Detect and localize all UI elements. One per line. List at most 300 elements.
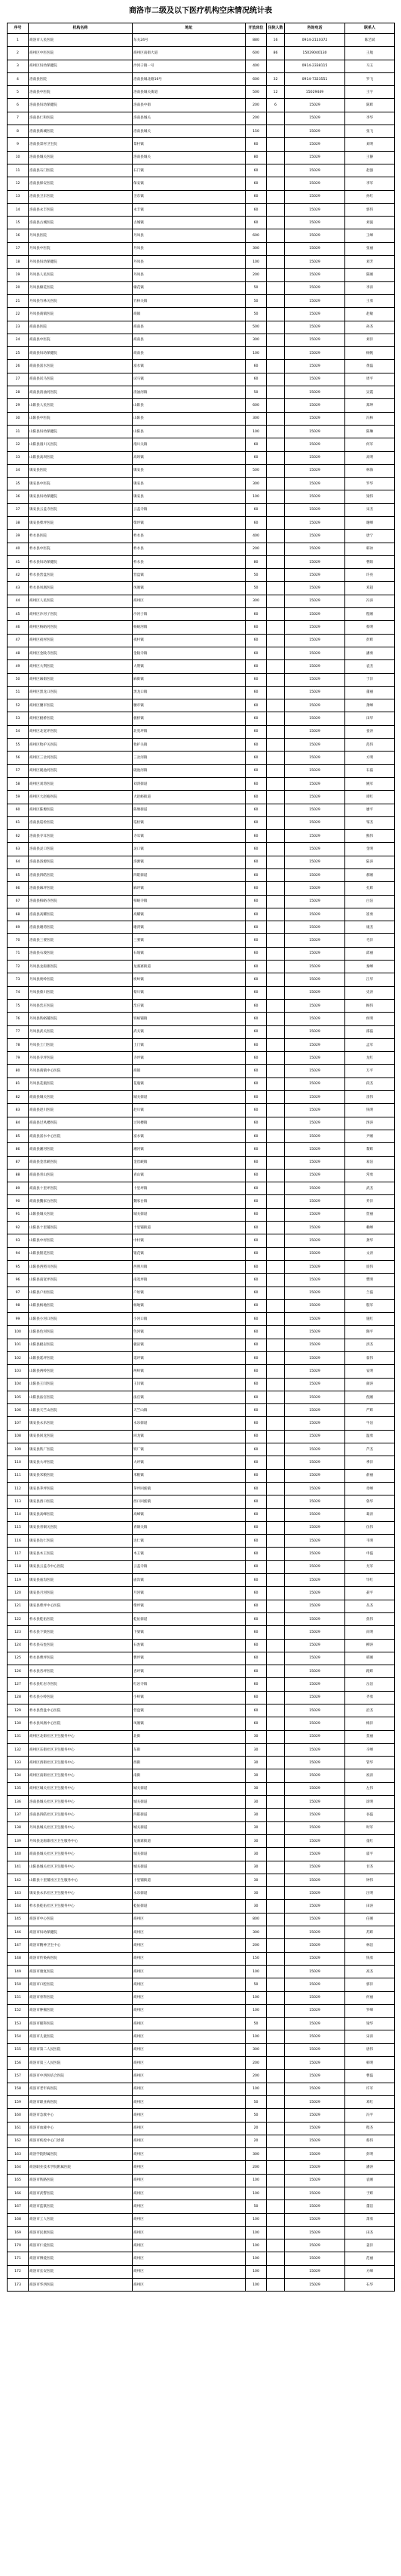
cell-open-beds: 60 [246, 1417, 267, 1430]
cell-inpatients [267, 895, 285, 908]
cell-phone: 15029 [285, 308, 345, 321]
cell-contact: 张飞 [345, 125, 395, 138]
cell-phone: 15029 [285, 2226, 345, 2239]
cell-open-beds: 60 [246, 1678, 267, 1691]
cell-phone: 15029 [285, 921, 345, 934]
cell-phone: 15029 [285, 99, 345, 112]
cell-name: 洛南县洛源医院 [29, 856, 133, 868]
cell-index: 34 [8, 464, 29, 477]
cell-inpatients [267, 1913, 285, 1926]
table-row [8, 2135, 395, 2147]
table-row [8, 203, 395, 216]
cell-phone: 15029 [285, 595, 345, 607]
table-row [8, 1665, 395, 1678]
table-row [8, 1535, 395, 1548]
cell-contact: 钱勇 [345, 1952, 395, 1965]
cell-phone: 15029 [285, 190, 345, 203]
cell-index: 118 [8, 1560, 29, 1573]
cell-contact: 康杰 [345, 921, 395, 934]
cell-open-beds: 50 [246, 2109, 267, 2122]
table-row [8, 1143, 395, 1156]
cell-contact: 齐勇 [345, 1691, 395, 1704]
cell-inpatients [267, 699, 285, 712]
cell-index: 149 [8, 1965, 29, 1978]
cell-contact: 向明 [345, 1626, 395, 1639]
cell-address: 山阳县 [133, 425, 246, 438]
cell-open-beds: 60 [246, 360, 267, 373]
cell-address: 四皓街道 [133, 1809, 246, 1821]
cell-inpatients [267, 973, 285, 986]
cell-open-beds: 60 [246, 1600, 267, 1612]
cell-name: 商州区东街社区卫生服务中心 [29, 1743, 133, 1756]
cell-inpatients: 12 [267, 86, 285, 99]
cell-address: 石坡镇 [133, 947, 246, 960]
cell-address: 灵口镇 [133, 843, 246, 856]
cell-inpatients [267, 399, 285, 412]
cell-index: 122 [8, 1612, 29, 1625]
cell-inpatients [267, 1482, 285, 1495]
cell-inpatients [267, 2213, 285, 2226]
cell-name: 商州区三岔河医院 [29, 752, 133, 764]
table-row [8, 1378, 395, 1391]
cell-address: 山阳县 [133, 412, 246, 425]
cell-contact: 冯平 [345, 2109, 395, 2122]
cell-index: 97 [8, 1286, 29, 1299]
cell-inpatients [267, 1521, 285, 1534]
cell-open-beds: 60 [246, 934, 267, 947]
cell-name: 商南县妇幼保健院 [29, 347, 133, 360]
cell-inpatients [267, 1104, 285, 1117]
cell-address: 回龙镇 [133, 1430, 246, 1443]
cell-contact: 武杰 [345, 1182, 395, 1195]
cell-index: 96 [8, 1274, 29, 1286]
cell-phone: 15029 [285, 1965, 345, 1978]
cell-open-beds: 60 [246, 1025, 267, 1038]
cell-phone: 15029 [285, 1626, 345, 1639]
table-row [8, 1443, 395, 1456]
cell-address: 黑龙口镇 [133, 686, 246, 699]
cell-inpatients [267, 1809, 285, 1821]
cell-contact: 殷军 [345, 1299, 395, 1312]
cell-address: 漫川关镇 [133, 438, 246, 451]
cell-open-beds: 500 [246, 321, 267, 334]
cell-address: 两岭镇 [133, 1365, 246, 1378]
cell-name: 镇安县大坪医院 [29, 1456, 133, 1469]
cell-name: 丹凤县中医院 [29, 242, 133, 255]
cell-inpatients [267, 830, 285, 843]
cell-contact: 潘涛 [345, 2161, 395, 2174]
cell-address: 武关镇 [133, 1025, 246, 1038]
cell-open-beds: 60 [246, 882, 267, 895]
cell-open-beds: 60 [246, 739, 267, 752]
cell-open-beds: 60 [246, 895, 267, 908]
cell-open-beds: 100 [246, 2226, 267, 2239]
cell-phone: 15029 [285, 856, 345, 868]
cell-address: 十里坪镇 [133, 1182, 246, 1195]
cell-name: 商洛市老年病医院 [29, 2083, 133, 2095]
cell-contact: 江华 [345, 973, 395, 986]
cell-phone: 15029 [285, 1222, 345, 1234]
table-row [8, 125, 395, 138]
cell-inpatients [267, 1339, 285, 1351]
table-row [8, 2279, 395, 2292]
table-row [8, 804, 395, 816]
cell-open-beds: 200 [246, 99, 267, 112]
cell-name: 洛南县永丰医院 [29, 203, 133, 216]
cell-address: 商州区 [133, 1952, 246, 1965]
cell-index: 28 [8, 386, 29, 399]
cell-address: 富水镇 [133, 1130, 246, 1142]
cell-name: 山阳县板岩医院 [29, 1339, 133, 1351]
cell-name: 商洛市眼科医院 [29, 2018, 133, 2030]
cell-open-beds: 500 [246, 464, 267, 477]
cell-address: 龙驹寨街道 [133, 1834, 246, 1847]
cell-contact: 刘明 [345, 138, 395, 151]
cell-inpatients [267, 660, 285, 673]
cell-contact: 方峰 [345, 2265, 395, 2278]
table-row [8, 895, 395, 908]
cell-open-beds: 20 [246, 2122, 267, 2135]
cell-phone: 15029 [285, 1417, 345, 1430]
cell-contact: 尹刚 [345, 1130, 395, 1142]
cell-open-beds: 60 [246, 164, 267, 177]
cell-inpatients [267, 582, 285, 595]
cell-open-beds: 60 [246, 1222, 267, 1234]
cell-address: 商州区 [133, 2148, 246, 2161]
cell-inpatients [267, 1065, 285, 1077]
table-row [8, 1274, 395, 1286]
cell-name: 商南县魏家台医院 [29, 1195, 133, 1208]
cell-name: 柞水县乾佑社区卫生服务中心 [29, 1900, 133, 1913]
cell-inpatients [267, 569, 285, 582]
cell-name: 丹凤县寺坪医院 [29, 1052, 133, 1065]
cell-open-beds: 60 [246, 1469, 267, 1482]
cell-phone: 15029 [285, 1926, 345, 1939]
table-row [8, 99, 395, 112]
cell-index: 139 [8, 1834, 29, 1847]
cell-contact: 熊伟 [345, 830, 395, 843]
cell-address: 土门镇 [133, 1038, 246, 1051]
cell-address: 板桥镇 [133, 712, 246, 725]
cell-inpatients [267, 2226, 285, 2239]
cell-contact: 段杰 [345, 1077, 395, 1090]
cell-inpatients [267, 217, 285, 229]
cell-inpatients [267, 1404, 285, 1417]
cell-contact: 邢刚 [345, 1652, 395, 1665]
cell-phone: 15029 [285, 1639, 345, 1652]
cell-contact: 姜涛 [345, 725, 395, 738]
cell-name: 洛南县景村卫生院 [29, 138, 133, 151]
cell-phone: 15029 [285, 1874, 345, 1886]
cell-inpatients [267, 1757, 285, 1769]
cell-index: 64 [8, 856, 29, 868]
cell-open-beds: 60 [246, 816, 267, 829]
cell-index: 125 [8, 1652, 29, 1665]
table-row [8, 425, 395, 438]
cell-index: 105 [8, 1391, 29, 1403]
cell-index: 164 [8, 2161, 29, 2174]
cell-name: 商州区妇幼保健院 [29, 60, 133, 72]
table-row [8, 451, 395, 464]
cell-phone: 15029 [285, 2083, 345, 2095]
cell-phone: 15029 [285, 2161, 345, 2174]
cell-inpatients [267, 869, 285, 882]
cell-address: 洛南县城关 [133, 112, 246, 124]
column-header-open-beds: 开放床位 [246, 23, 267, 34]
cell-index: 56 [8, 752, 29, 764]
cell-phone: 15029 [285, 973, 345, 986]
cell-open-beds: 100 [246, 490, 267, 503]
cell-open-beds: 60 [246, 1508, 267, 1521]
cell-inpatients [267, 1952, 285, 1965]
cell-name: 洛南县仁和医院 [29, 112, 133, 124]
cell-address: 峦庄镇 [133, 999, 246, 1012]
cell-inpatients [267, 2135, 285, 2147]
cell-inpatients [267, 177, 285, 190]
cell-inpatients [267, 1848, 285, 1861]
cell-address: 户垣镇 [133, 1286, 246, 1299]
cell-index: 46 [8, 621, 29, 634]
cell-open-beds: 100 [246, 2174, 267, 2187]
cell-index: 129 [8, 1705, 29, 1717]
cell-inpatients [267, 1195, 285, 1208]
cell-contact: 高明 [345, 451, 395, 464]
cell-open-beds: 600 [246, 399, 267, 412]
cell-name: 洛南县卫东医院 [29, 190, 133, 203]
cell-name: 商洛市中西医结合医院 [29, 2070, 133, 2083]
cell-phone: 15029 [285, 125, 345, 138]
cell-phone: 15029 [285, 895, 345, 908]
cell-address: 商州区 [133, 2252, 246, 2265]
cell-index: 54 [8, 725, 29, 738]
table-row [8, 1508, 395, 1521]
cell-inpatients [267, 1508, 285, 1521]
cell-open-beds: 60 [246, 1195, 267, 1208]
cell-address: 商州区 [133, 2070, 246, 2083]
cell-contact: 毛洋 [345, 934, 395, 947]
cell-address: 富水镇 [133, 360, 246, 373]
cell-contact: 史涛 [345, 986, 395, 999]
cell-name: 丹凤县蔡川医院 [29, 986, 133, 999]
table-row [8, 2057, 395, 2070]
cell-phone: 15029 [285, 1939, 345, 1952]
cell-open-beds: 50 [246, 582, 267, 595]
cell-name: 商州区刘湾医院 [29, 777, 133, 790]
cell-contact: 张丽 [345, 242, 395, 255]
cell-contact: 黄磊 [345, 360, 395, 373]
cell-address: 东街 [133, 1743, 246, 1756]
cell-name: 商南县试马医院 [29, 373, 133, 386]
cell-address: 商州区 [133, 1978, 246, 1991]
cell-inpatients [267, 739, 285, 752]
cell-contact: 鲁华 [345, 1495, 395, 1508]
table-row [8, 242, 395, 255]
cell-open-beds: 100 [246, 347, 267, 360]
cell-phone: 15029 [285, 269, 345, 281]
cell-name: 洛南县三要医院 [29, 934, 133, 947]
cell-phone: 15029 [285, 1234, 345, 1247]
cell-phone: 15029 [285, 2018, 345, 2030]
cell-name: 丹凤县医院 [29, 229, 133, 242]
cell-inpatients [267, 908, 285, 921]
cell-open-beds: 30 [246, 1874, 267, 1886]
cell-phone: 15029 [285, 1521, 345, 1534]
cell-phone: 15029 [285, 739, 345, 752]
cell-contact: 庞伟 [345, 1260, 395, 1273]
cell-open-beds: 60 [246, 1351, 267, 1364]
cell-contact: 范伟 [345, 739, 395, 752]
cell-open-beds: 60 [246, 973, 267, 986]
cell-phone: 15029 [285, 1182, 345, 1195]
cell-index: 151 [8, 1991, 29, 2004]
cell-inpatients [267, 1796, 285, 1809]
cell-name: 商南县湘河医院 [29, 1143, 133, 1156]
cell-address: 商州区 [133, 2200, 246, 2213]
cell-index: 148 [8, 1952, 29, 1965]
cell-phone: 15029 [285, 1600, 345, 1612]
cell-contact: 廖平 [345, 804, 395, 816]
cell-inpatients [267, 464, 285, 477]
cell-phone: 15029 [285, 1365, 345, 1378]
cell-inpatients [267, 1469, 285, 1482]
cell-contact: 申磊 [345, 1548, 395, 1560]
cell-open-beds: 600 [246, 47, 267, 60]
cell-index: 8 [8, 125, 29, 138]
cell-phone: 0914-7323551 [285, 72, 345, 85]
cell-inpatients [267, 1430, 285, 1443]
cell-index: 17 [8, 242, 29, 255]
cell-index: 11 [8, 164, 29, 177]
table-row [8, 177, 395, 190]
cell-phone: 15029 [285, 1326, 345, 1339]
cell-name: 山阳县漫川关医院 [29, 438, 133, 451]
cell-name: 山阳县南宽坪医院 [29, 1274, 133, 1286]
cell-index: 100 [8, 1326, 29, 1339]
table-row [8, 2161, 395, 2174]
cell-inpatients [267, 2070, 285, 2083]
table-row [8, 986, 395, 999]
cell-address: 麻街镇 [133, 673, 246, 686]
cell-index: 126 [8, 1665, 29, 1678]
table-row [8, 269, 395, 281]
cell-open-beds: 100 [246, 2213, 267, 2226]
cell-phone: 15029 [285, 2109, 345, 2122]
cell-open-beds: 60 [246, 947, 267, 960]
cell-contact: 白洁 [345, 895, 395, 908]
cell-inpatients [267, 1234, 285, 1247]
cell-address: 三岔河镇 [133, 752, 246, 764]
cell-index: 21 [8, 294, 29, 307]
cell-open-beds: 50 [246, 1978, 267, 1991]
cell-inpatients [267, 2095, 285, 2108]
cell-index: 117 [8, 1548, 29, 1560]
cell-contact: 刘芳 [345, 256, 395, 269]
cell-phone: 15029 [285, 2122, 345, 2135]
cell-address: 凤凰镇 [133, 582, 246, 595]
cell-name: 丹凤县峦庄医院 [29, 999, 133, 1012]
cell-name: 商洛市骨科医院 [29, 1991, 133, 2004]
table-row [8, 634, 395, 647]
cell-address: 清油河镇 [133, 386, 246, 399]
cell-index: 119 [8, 1574, 29, 1587]
cell-phone: 15029 [285, 1469, 345, 1482]
table-row [8, 1052, 395, 1065]
cell-phone: 15029 [285, 530, 345, 543]
cell-open-beds: 600 [246, 229, 267, 242]
cell-open-beds: 300 [246, 242, 267, 255]
cell-inpatients [267, 1013, 285, 1025]
cell-address: 青铜关镇 [133, 1521, 246, 1534]
cell-open-beds: 30 [246, 1796, 267, 1809]
cell-address: 腰市镇 [133, 699, 246, 712]
cell-open-beds: 300 [246, 595, 267, 607]
page-title: 商洛市二级及以下医疗机构空床情况统计表 [129, 7, 272, 15]
cell-phone: 15029 [285, 138, 345, 151]
cell-contact: 蔡明 [345, 621, 395, 634]
cell-inpatients [267, 412, 285, 425]
cell-address: 洛南县城关 [133, 151, 246, 164]
cell-contact: 程刚 [345, 608, 395, 621]
cell-inpatients [267, 269, 285, 281]
cell-name: 商洛市精神卫生中心 [29, 1939, 133, 1952]
table-row [8, 1678, 395, 1691]
cell-name: 商洛市中心医院 [29, 1913, 133, 1926]
cell-inpatients [267, 843, 285, 856]
cell-open-beds: 400 [246, 60, 267, 72]
cell-address: 竹林关镇 [133, 294, 246, 307]
cell-contact: 任刚 [345, 1913, 395, 1926]
cell-contact: 贺丽 [345, 1208, 395, 1221]
table-row [8, 86, 395, 99]
cell-address: 山阳县 [133, 399, 246, 412]
cell-index: 1 [8, 34, 29, 47]
cell-contact: 洪杰 [345, 1339, 395, 1351]
cell-open-beds: 60 [246, 1560, 267, 1573]
cell-contact: 秦峰 [345, 961, 395, 973]
cell-name: 商洛市武警医院 [29, 2187, 133, 2199]
cell-contact: 田华 [345, 712, 395, 725]
table-row [8, 360, 395, 373]
cell-phone: 15029 [285, 503, 345, 516]
cell-contact: 彭明 [345, 2148, 395, 2161]
cell-index: 12 [8, 177, 29, 190]
cell-open-beds: 50 [246, 2200, 267, 2213]
cell-open-beds: 100 [246, 2187, 267, 2199]
cell-contact: 伍伟 [345, 1521, 395, 1534]
table-row [8, 582, 395, 595]
cell-address: 商州区 [133, 2122, 246, 2135]
cell-address: 城关街道 [133, 1861, 246, 1874]
table-row [8, 1587, 395, 1600]
table-row [8, 1874, 395, 1886]
column-header-contact: 联系人 [345, 23, 395, 34]
cell-name: 商州区陈塬医院 [29, 804, 133, 816]
cell-index: 3 [8, 60, 29, 72]
cell-index: 170 [8, 2239, 29, 2252]
cell-phone: 15029 [285, 1156, 345, 1169]
table-row [8, 530, 395, 543]
table-row [8, 112, 395, 124]
table-row [8, 1482, 395, 1495]
cell-open-beds: 60 [246, 1612, 267, 1625]
cell-index: 84 [8, 1117, 29, 1130]
cell-open-beds: 300 [246, 1926, 267, 1939]
cell-contact: 崔勇 [345, 908, 395, 921]
cell-phone: 15029 [285, 686, 345, 699]
cell-open-beds: 200 [246, 2057, 267, 2070]
cell-inpatients [267, 595, 285, 607]
cell-name: 镇安县永乐社区卫生服务中心 [29, 1887, 133, 1900]
